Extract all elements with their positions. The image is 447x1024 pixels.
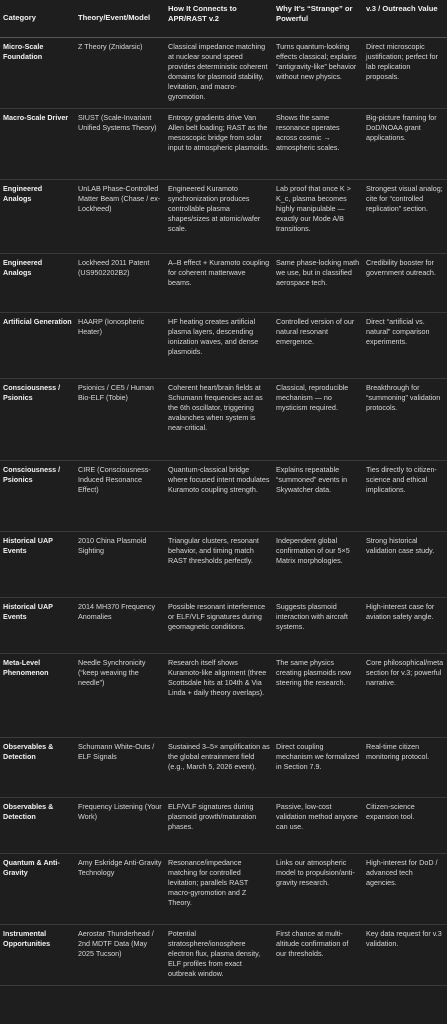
- row-theory: SIUST (Scale-Invariant Unified Systems Theory): [75, 109, 165, 180]
- row-connection: Sustained 3–5× amplification as the global entrainment field (e.g., March 5, 2026 event).: [165, 738, 273, 798]
- row-category: Artificial Generation: [0, 313, 75, 379]
- header-connection: How It Connects to APR/RAST v.2: [165, 0, 273, 38]
- row-outreach: Ties directly to citizen-science and ethical implications.: [363, 461, 447, 532]
- header-strange: Why It’s “Strange” or Powerful: [273, 0, 363, 38]
- row-category: Historical UAP Events: [0, 598, 75, 654]
- row-outreach: Strongest visual analog; cite for “controlled replication” section.: [363, 180, 447, 254]
- row-category: Observables & Detection: [0, 798, 75, 854]
- row-category: Engineered Analogs: [0, 180, 75, 254]
- table-body: [0, 38, 447, 986]
- row-connection: Coherent heart/brain fields at Schumann frequencies act as the 6th oscillator, triggering avalanches when system is near-critical.: [165, 379, 273, 461]
- row-strange: Passive, low-cost validation method anyone can use.: [273, 798, 363, 854]
- row-outreach: Real-time citizen monitoring protocol.: [363, 738, 447, 798]
- row-category: Instrumental Opportunities: [0, 925, 75, 986]
- row-outreach: Citizen-science expansion tool.: [363, 798, 447, 854]
- row-outreach: High-interest case for aviation safety angle.: [363, 598, 447, 654]
- row-connection: Possible resonant interference or ELF/VLF signatures during geomagnetic conditions.: [165, 598, 273, 654]
- row-strange: Controlled version of our natural resonant emergence.: [273, 313, 363, 379]
- comparison-table: [0, 0, 447, 38]
- row-theory: Z Theory (Znidarsic): [75, 38, 165, 109]
- row-theory: UnLAB Phase-Controlled Matter Beam (Chase / ex-Lockheed): [75, 180, 165, 254]
- row-theory: Frequency Listening (Your Work): [75, 798, 165, 854]
- row-connection: A–B effect + Kuramoto coupling for coherent matterwave beams.: [165, 254, 273, 313]
- row-connection: Potential stratosphere/ionosphere electron flux, plasma density, ELF profiles from exact outbreak window.: [165, 925, 273, 986]
- row-category: Observables & Detection: [0, 738, 75, 798]
- row-outreach: Core philosophical/meta section for v.3; powerful narrative.: [363, 654, 447, 738]
- row-strange: Turns quantum-looking effects classical; explains “antigravity-like” behavior without new physics.: [273, 38, 363, 109]
- row-category: Historical UAP Events: [0, 532, 75, 598]
- row-connection: Resonance/impedance matching for controlled levitation; parallels RAST macro-gyromotion and Z Theory.: [165, 854, 273, 925]
- row-strange: Links our atmospheric model to propulsion/anti-gravity research.: [273, 854, 363, 925]
- row-theory: Needle Synchronicity (“keep weaving the needle”): [75, 654, 165, 738]
- row-strange: Direct coupling mechanism we formalized in Section 7.9.: [273, 738, 363, 798]
- row-connection: Triangular clusters, resonant behavior, and timing match RAST thresholds perfectly.: [165, 532, 273, 598]
- row-theory: 2014 MH370 Frequency Anomalies: [75, 598, 165, 654]
- row-category: Consciousness / Psionics: [0, 461, 75, 532]
- row-outreach: Direct “artificial vs. natural” comparison experiments.: [363, 313, 447, 379]
- row-theory: Schumann White-Outs / ELF Signals: [75, 738, 165, 798]
- header-theory: Theory/Event/Model: [75, 0, 165, 38]
- row-outreach: High-interest for DoD / advanced tech agencies.: [363, 854, 447, 925]
- row-strange: Classical, reproducible mechanism — no mysticism required.: [273, 379, 363, 461]
- row-connection: HF heating creates artificial plasma layers, descending ionization waves, and dense plasmoids.: [165, 313, 273, 379]
- row-strange: Shows the same resonance operates across cosmic → atmospheric scales.: [273, 109, 363, 180]
- row-strange: Independent global confirmation of our 5×5 Matrix morphologies.: [273, 532, 363, 598]
- header-outreach: v.3 / Outreach Value: [363, 0, 447, 38]
- row-category: Quantum & Anti-Gravity: [0, 854, 75, 925]
- row-connection: Classical impedance matching at nuclear sound speed provides deterministic coherent domains for plasmoid stability, levitation, and macro-gyromotion.: [165, 38, 273, 109]
- header-category: Category: [0, 0, 75, 38]
- row-category: Micro-Scale Foundation: [0, 38, 75, 109]
- row-theory: HAARP (Ionospheric Heater): [75, 313, 165, 379]
- row-connection: Research itself shows Kuramoto-like alignment (three Scottsdale hits at 104th & Via Linda + daily theory overlaps).: [165, 654, 273, 738]
- row-connection: ELF/VLF signatures during plasmoid growth/maturation phases.: [165, 798, 273, 854]
- row-connection: Engineered Kuramoto synchronization produces controllable plasma shapes/sizes at atomic/wafer scale.: [165, 180, 273, 254]
- row-category: Engineered Analogs: [0, 254, 75, 313]
- row-connection: Entropy gradients drive Van Allen belt loading; RAST as the mesoscopic bridge from solar input to atmospheric plasmoids.: [165, 109, 273, 180]
- row-outreach: Direct microscopic justification; perfect for lab replication proposals.: [363, 38, 447, 109]
- row-category: Macro-Scale Driver: [0, 109, 75, 180]
- row-outreach: Credibility booster for government outreach.: [363, 254, 447, 313]
- row-connection: Quantum-classical bridge where focused intent modulates Kuramoto coupling strength.: [165, 461, 273, 532]
- row-strange: Suggests plasmoid interaction with aircraft systems.: [273, 598, 363, 654]
- row-outreach: Strong historical validation case study.: [363, 532, 447, 598]
- row-outreach: Big-picture framing for DoD/NOAA grant applications.: [363, 109, 447, 180]
- row-outreach: Breakthrough for “summoning” validation protocols.: [363, 379, 447, 461]
- row-theory: Lockheed 2011 Patent (US9502202B2): [75, 254, 165, 313]
- row-strange: Lab proof that once K > K_c, plasma becomes highly manipulable — exactly our Mode A/B transitions.: [273, 180, 363, 254]
- row-strange: First chance at multi-altitude confirmation of our thresholds.: [273, 925, 363, 986]
- row-strange: Explains repeatable “summoned” events in Skywatcher data.: [273, 461, 363, 532]
- row-strange: Same phase-locking math we use, but in classified aerospace tech.: [273, 254, 363, 313]
- row-theory: CIRE (Consciousness-Induced Resonance Effect): [75, 461, 165, 532]
- row-category: Meta-Level Phenomenon: [0, 654, 75, 738]
- row-outreach: Key data request for v.3 validation.: [363, 925, 447, 986]
- row-theory: Amy Eskridge Anti-Gravity Technology: [75, 854, 165, 925]
- row-theory: Aerostar Thunderhead / 2nd MDTF Data (May 2025 Tucson): [75, 925, 165, 986]
- row-strange: The same physics creating plasmoids now steering the research.: [273, 654, 363, 738]
- row-theory: 2010 China Plasmoid Sighting: [75, 532, 165, 598]
- row-theory: Psionics / CE5 / Human Bio-ELF (Tobie): [75, 379, 165, 461]
- row-category: Consciousness / Psionics: [0, 379, 75, 461]
